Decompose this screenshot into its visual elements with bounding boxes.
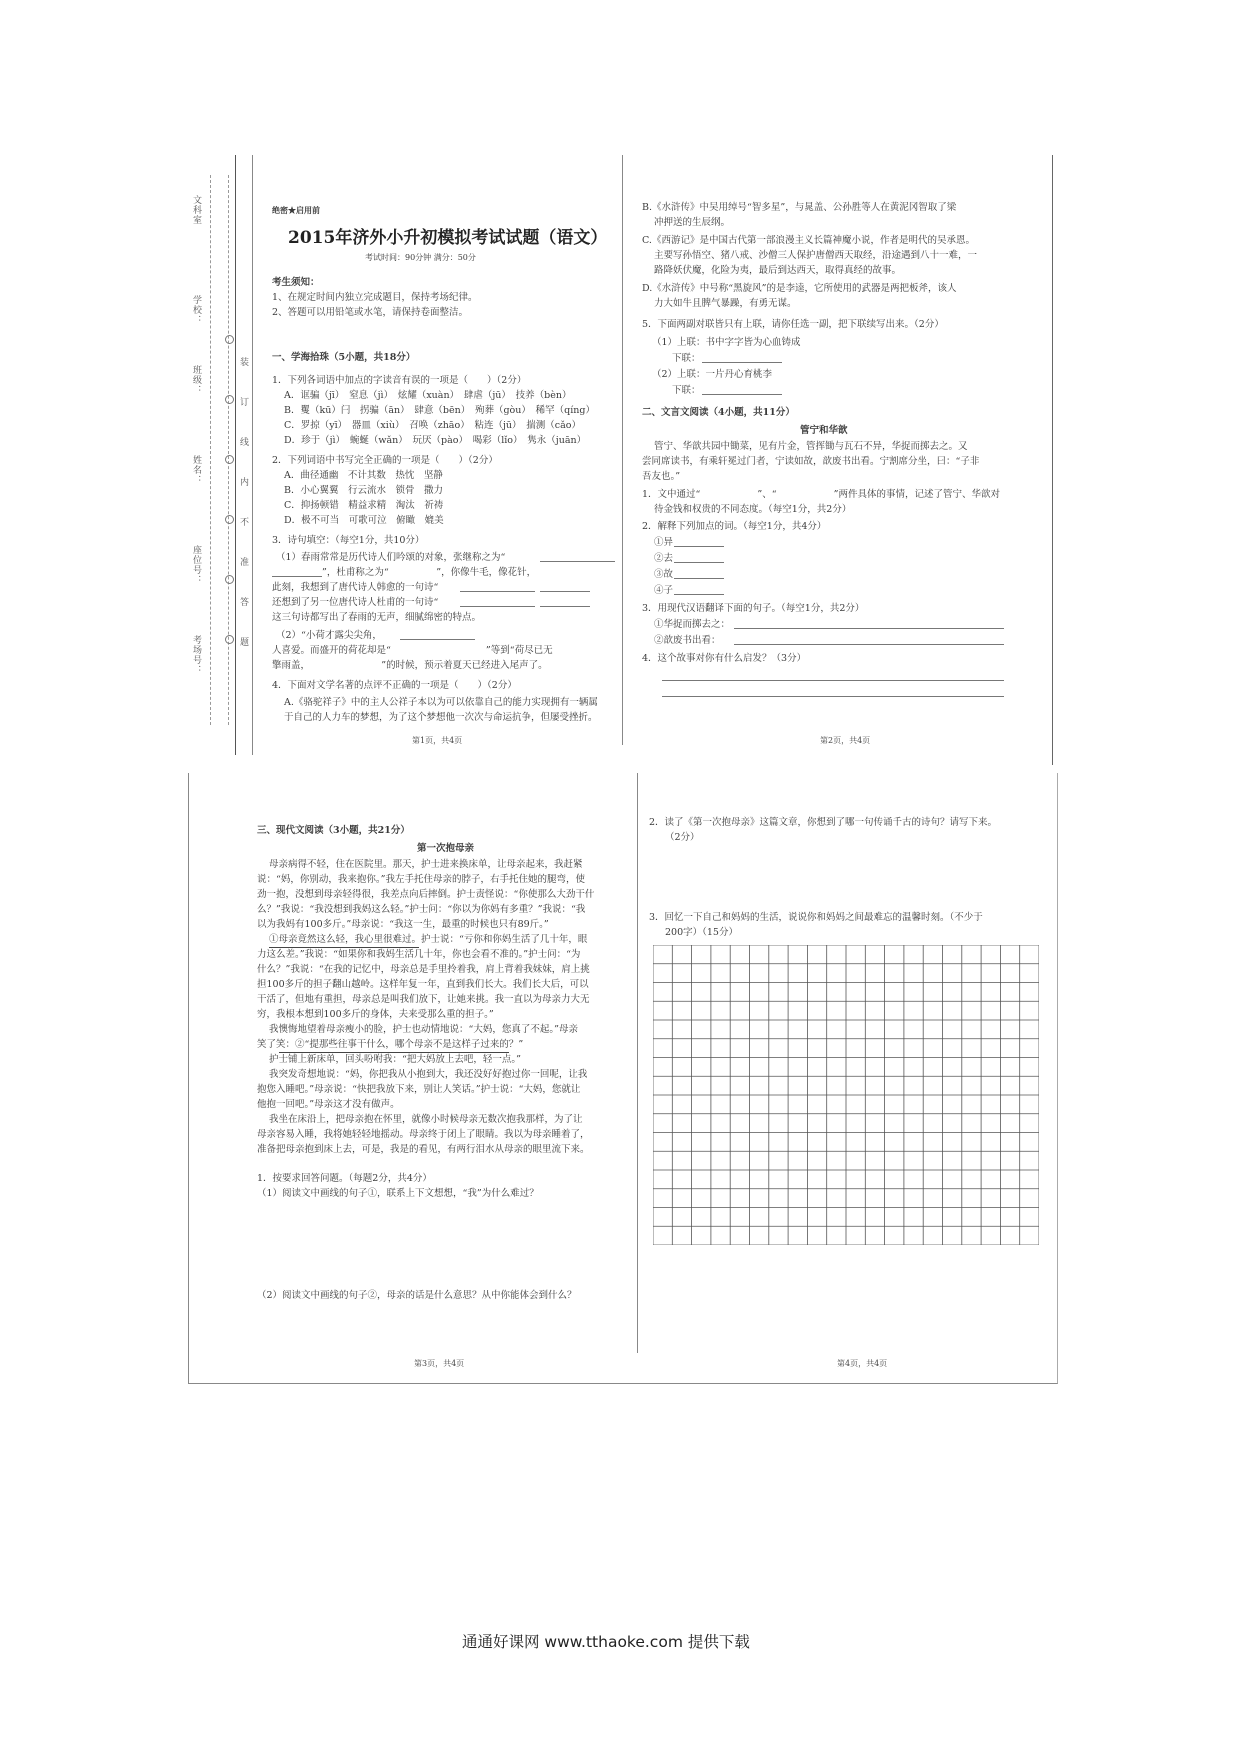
exam-time-score: 考试时间：90分钟 满分：50分 xyxy=(365,253,476,262)
answer-blank[interactable] xyxy=(540,606,590,607)
answer-blank[interactable] xyxy=(674,546,724,547)
essay-line: 担100多斤的担子翻山越岭。这样年复一年，直到我们长大。我们长大后，可以 xyxy=(257,979,589,990)
page-divider xyxy=(622,155,623,745)
essay-line: 什么？”我说：“在我的记忆中，母亲总是手里拎着我，肩上背着我妹妹，肩上挑 xyxy=(257,964,590,975)
binding-label-name: 姓名： xyxy=(191,455,201,485)
seal-char: 不 xyxy=(240,518,250,528)
binding-margin-line xyxy=(235,155,236,755)
essay-line: 护士铺上新床单，回头吩咐我：“把大妈放上去吧，轻一点。” xyxy=(269,1054,521,1065)
binding-dash-line-outer xyxy=(210,175,211,725)
essay-title: 管宁和华歆 xyxy=(800,425,848,436)
question-1: 1．下列各词语中加点的字读音有误的一项是（ ）（2分） xyxy=(272,375,527,386)
answer-blank[interactable] xyxy=(702,362,782,363)
question-m1-sub: （2）阅读文中画线的句子②，母亲的话是什么意思？从中你能体会到什么？ xyxy=(257,1290,577,1301)
option: 冲押送的生辰纲。 xyxy=(654,217,731,228)
option: A．曲径通幽 不计其数 热忱 坚静 xyxy=(284,470,443,481)
seal-char: 题 xyxy=(240,638,250,648)
option: 路降妖伏魔，化险为夷，最后到达西天，取得真经的故事。 xyxy=(654,265,902,276)
question-3-line: 还想到了另一位唐代诗人杜甫的一句诗“ xyxy=(272,597,439,608)
notice-item: 2、答题可以用铅笔或水笔，请保持卷面整洁。 xyxy=(272,307,469,318)
page-number: 第4页，共4页 xyxy=(837,1359,888,1368)
essay-line: 力这么差。”我说：“如果你和我妈生活几十年，你也会看不准的。”护士问：“为 xyxy=(257,949,581,960)
exam-title: 2015年济外小升初模拟考试试题（语文） xyxy=(288,228,608,248)
question-m3: 3．回忆一下自己和妈妈的生活，说说你和妈妈之间最难忘的温馨时刻。（不少于 xyxy=(649,912,983,923)
question-m1-sub: （1）阅读文中画线的句子①，联系上下文想想，“我”为什么难过？ xyxy=(257,1188,539,1199)
question-c1: 1．文中通过“ ”、“ ”两件具体的事情，记述了管宁、华歆对 xyxy=(642,489,1000,500)
couplet-upper: （1）上联：书中字字皆为心血铸成 xyxy=(652,337,801,348)
question-3: 3．诗句填空：（每空1分，共10分） xyxy=(272,535,425,546)
option: C.《西游记》是中国古代第一部浪漫主义长篇神魔小说，作者是明代的吴承恩。 xyxy=(642,235,975,246)
essay-line: 母亲容易入睡，我将她轻轻地摇动。母亲终于闭上了眼睛。我以为母亲睡着了， xyxy=(257,1129,590,1140)
section-heading: 一、学海拾珠（5小题，共18分） xyxy=(272,352,416,363)
translate-item: ②歆废书出看： xyxy=(654,635,721,646)
binding-hole xyxy=(225,515,234,524)
option: B．矍（kū）闩 拐骗（ān） 肆意（bēn） 殉葬（gòu） 稀罕（qíng） xyxy=(284,405,595,416)
essay-line: 抱您入睡吧。”母亲说：“快把我放下来，别让人笑话。”护士说：“大妈，您就让 xyxy=(257,1084,581,1095)
seal-char: 答 xyxy=(240,598,250,608)
underline-mark xyxy=(269,947,419,948)
word-item: ②去 xyxy=(654,553,674,564)
seal-char: 装 xyxy=(240,358,250,368)
essay-line: 我懊悔地望着母亲瘦小的脸，护士也动情地说：“大妈，您真了不起。”母亲 xyxy=(269,1024,578,1035)
page-divider xyxy=(637,773,638,1353)
couplet-lower-label: 下联： xyxy=(672,385,701,396)
essay-line: 说：“妈，你别动，我来抱你。”我左手托住母亲的脖子，右手托住她的腿弯，使 xyxy=(257,874,585,885)
question-4: 4．下面对文学名著的点评不正确的一项是（ ）（2分） xyxy=(272,680,517,691)
essay-line: 以为我妈有100多斤。”母亲说：“我这一生，最重的时候也只有89斤。” xyxy=(257,919,549,930)
question-m2: 2．读了《第一次抱母亲》这篇文章，你想到了哪一句传诵千古的诗句？请写下来。 xyxy=(649,817,998,828)
option: A．诓骗（jī） 窒息（jì） 炫耀（xuàn） 肆虐（jū） 技养（bèn） xyxy=(284,390,572,401)
essay-line: 么？”我说：“我没想到我妈这么轻。”护士问：“你以为你妈有多重？”我说：“我 xyxy=(257,904,586,915)
option: 于自己的人力车的梦想，为了这个梦想他一次次与命运抗争，但屡受挫折。 xyxy=(284,712,598,723)
option: C．罗掠（yī） 器皿（xiù） 召唤（zhāo） 粘连（jū） 揣测（cǎo） xyxy=(284,420,581,431)
download-source-footer: 通通好课网 www.tthaoke.com 提供下载 xyxy=(462,1633,750,1651)
answer-blank[interactable] xyxy=(674,562,724,563)
essay-line: 干活了，但地有重担，母亲总是叫我们放下，让她来挑。我一直以为母亲力大无 xyxy=(257,994,590,1005)
page-number: 第3页，共4页 xyxy=(414,1359,465,1368)
seal-char: 准 xyxy=(240,558,250,568)
confidential-mark: 绝密★启用前 xyxy=(272,205,320,215)
answer-blank[interactable] xyxy=(400,639,475,640)
answer-blank[interactable] xyxy=(674,594,724,595)
essay-line: 准备把母亲抱到床上去，可是，我是的看见，有两行泪水从母亲的眼里流下来。 xyxy=(257,1144,590,1155)
section-heading: 二、文言文阅读（4小题，共11分） xyxy=(642,407,795,418)
option: 主要写孙悟空、猪八戒、沙僧三人保护唐僧西天取经，沿途遇到八十一难，一 xyxy=(654,250,978,261)
seal-char: 线 xyxy=(240,438,250,448)
seal-char: 内 xyxy=(240,478,250,488)
answer-blank[interactable] xyxy=(734,628,1004,629)
couplet-lower-label: 下联： xyxy=(672,353,701,364)
answer-blank[interactable] xyxy=(272,576,322,577)
exam-sheet-pages-1-2 xyxy=(190,155,1052,765)
answer-blank[interactable] xyxy=(540,591,590,592)
option: B．小心翼翼 行云流水 锁骨 撒力 xyxy=(284,485,443,496)
answer-blank[interactable] xyxy=(460,591,535,592)
essay-line-underlined: 笑了笑：②“提那些往事干什么，哪个母亲不是这样子过来的？” xyxy=(257,1039,524,1050)
question-5: 5．下面两副对联皆只有上联，请你任选一副，把下联续写出来。（2分） xyxy=(642,319,944,330)
answer-blank[interactable] xyxy=(734,644,1004,645)
option: 力大如牛且脾气暴躁，有勇无谋。 xyxy=(654,298,797,309)
essay-line: 我突发奇想地说：“妈，你把我从小抱到大，我还没好好抱过你一回呢，让我 xyxy=(269,1069,588,1080)
binding-label-exam-room: 考场号： xyxy=(191,635,201,675)
question-m3: 200字）（15分） xyxy=(665,927,738,938)
answer-line[interactable] xyxy=(662,696,1004,697)
binding-label-school: 学校： xyxy=(191,295,201,325)
binding-hole xyxy=(225,455,234,464)
binding-label-seat: 座位号： xyxy=(191,545,201,585)
word-item: ④子 xyxy=(654,585,674,596)
essay-line: 穷，我根本想到100多斤的身体，夫来受那么重的担子。” xyxy=(257,1009,494,1020)
answer-blank[interactable] xyxy=(702,394,782,395)
binding-hole xyxy=(225,335,234,344)
essay-line-underlined: ①母亲竟然这么轻，我心里很难过。护士说：“亏你和你妈生活了几十年，眼 xyxy=(269,934,588,945)
question-3-line: 人喜爱。而盛开的荷花却是“ ”等到“荷尽已无 xyxy=(272,645,553,656)
question-c3: 3．用现代汉语翻译下面的句子。（每空1分，共2分） xyxy=(642,603,865,614)
option: D.《水浒传》中号称“黑旋风”的是李逵，它所使用的武器是两把板斧，该人 xyxy=(642,283,957,294)
question-2: 2．下列词语中书写完全正确的一项是（ ）（2分） xyxy=(272,455,498,466)
question-m2: （2分） xyxy=(665,832,700,843)
question-3-line: （2）“小荷才露尖尖角， xyxy=(276,630,382,641)
word-item: ①异 xyxy=(654,537,674,548)
couplet-upper: （2）上联：一片丹心育桃李 xyxy=(652,369,773,380)
binding-hole xyxy=(225,575,234,584)
word-item: ③故 xyxy=(654,569,674,580)
binding-hole xyxy=(225,635,234,644)
composition-grid[interactable] xyxy=(653,945,1039,1245)
essay-body xyxy=(257,857,595,1157)
answer-blank[interactable] xyxy=(674,578,724,579)
section-heading: 三、现代文阅读（3小题，共21分） xyxy=(257,825,410,836)
essay-text: 尝同席读书，有乘轩冕过门者，宁读如故，歆废书出看。宁割席分坐，曰：“子非 xyxy=(642,456,980,467)
option: B.《水浒传》中吴用绰号“智多星”，与晁盖、公孙胜等人在黄泥冈智取了梁 xyxy=(642,202,957,213)
question-3-line: 此刻，我想到了唐代诗人韩愈的一句诗“ xyxy=(272,582,439,593)
question-c1: 待金钱和权贵的不同态度。（每空1分，共2分） xyxy=(654,504,852,515)
essay-text: 吾友也。” xyxy=(642,471,681,482)
page-number: 第2页，共4页 xyxy=(820,736,871,745)
question-3-line: （1）春雨常常是历代诗人们吟颂的对象，张继称之为“ xyxy=(276,552,506,563)
notice-item: 1、在规定时间内独立完成题目，保持考场纪律。 xyxy=(272,292,478,303)
binding-margin-line-2 xyxy=(252,155,253,755)
binding-hole xyxy=(225,395,234,404)
translate-item: ①华捉而掷去之： xyxy=(654,619,731,630)
underline-mark xyxy=(279,1052,509,1053)
question-c2: 2．解释下列加点的词。（每空1分，共4分） xyxy=(642,521,827,532)
question-3-line: ”，杜甫称之为“ ”，你像牛毛，像花针， xyxy=(322,567,537,578)
answer-line[interactable] xyxy=(662,680,1004,681)
option: D．珍于（jì） 蜿蜒（wǎn） 玩厌（pào） 喝彩（lǐo） 隽永（juān） xyxy=(284,435,587,446)
essay-line: 他抱一回吧。”母亲这才没有做声。 xyxy=(257,1099,400,1110)
essay-line: 劲一抱，没想到母亲轻得很，我差点向后摔倒。护士责怪说：“你使那么大劲干什 xyxy=(257,889,595,900)
question-m1: 1．按要求回答问题。（每题2分，共4分） xyxy=(257,1173,432,1184)
sheet-right-edge xyxy=(1052,155,1053,765)
question-c4: 4．这个故事对你有什么启发？（3分） xyxy=(642,653,807,664)
essay-line: 母亲病得不轻，住在医院里。那天，护士进来换床单，让母亲起来，我赶紧 xyxy=(269,859,583,870)
exam-sheet-pages-3-4 xyxy=(188,773,1058,1384)
essay-title: 第一次抱母亲 xyxy=(417,843,475,854)
option: C．抑扬顿错 精益求精 淘汰 祈祷 xyxy=(284,500,444,511)
option: A.《骆驼祥子》中的主人公祥子本以为可以依靠自己的能力实现拥有一辆属 xyxy=(284,697,598,708)
binding-label-office: 文科室 xyxy=(191,195,201,225)
question-3-line: 这三句诗都写出了春雨的无声，细腻绵密的特点。 xyxy=(272,612,482,623)
answer-blank[interactable] xyxy=(540,561,615,562)
seal-char: 订 xyxy=(240,398,250,408)
question-3-line: 擎雨盖， ”的时候，预示着夏天已经进入尾声了。 xyxy=(272,660,548,671)
answer-blank[interactable] xyxy=(460,606,535,607)
notice-heading: 考生须知： xyxy=(272,277,320,288)
binding-label-class: 班级： xyxy=(191,365,201,395)
essay-line: 我坐在床沿上，把母亲抱在怀里，就像小时候母亲无数次抱我那样，为了让 xyxy=(269,1114,583,1125)
page-number: 第1页，共4页 xyxy=(412,736,463,745)
option: D．极不可当 可歌可泣 俯瞰 媲美 xyxy=(284,515,444,526)
essay-text: 管宁、华歆共园中锄菜，见有片金，管挥锄与瓦石不异，华捉而掷去之。又 xyxy=(654,441,968,452)
